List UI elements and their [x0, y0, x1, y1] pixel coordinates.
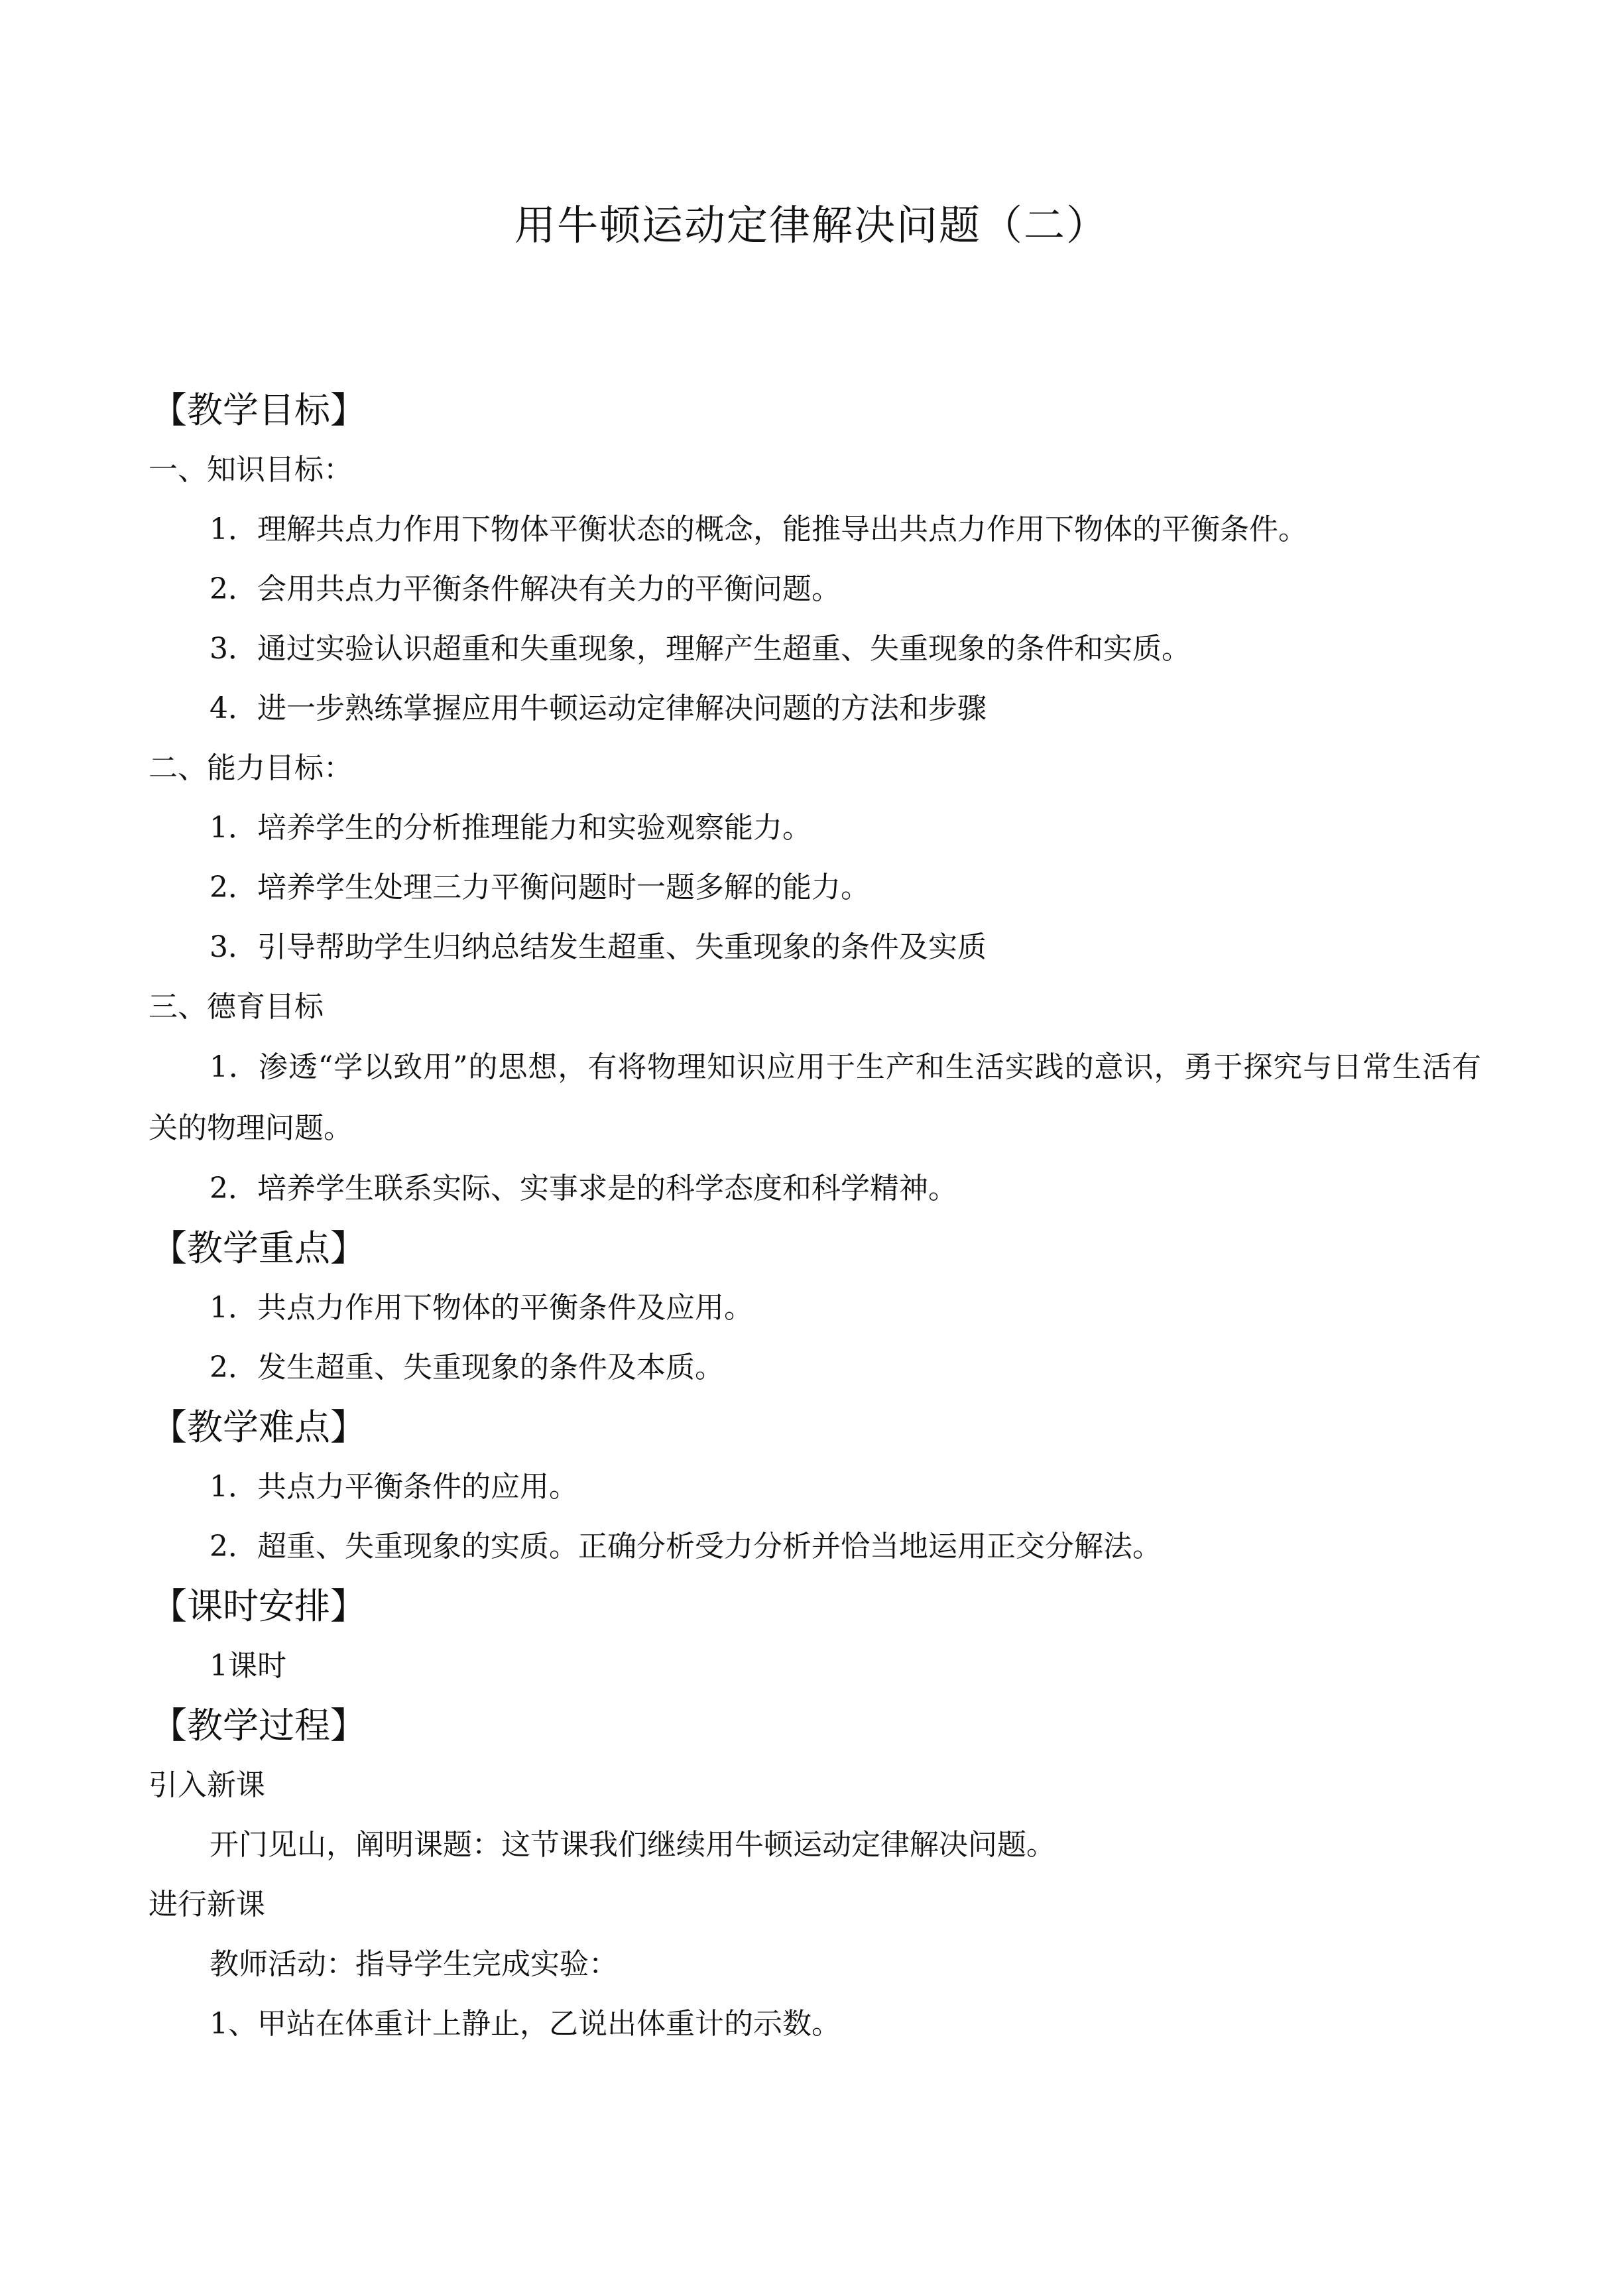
section-heading-process: 【教学过程】	[151, 1705, 366, 1746]
experiment-step: 1、甲站在体重计上静止，乙说出体重计的示数。	[210, 2007, 841, 2041]
list-item: 1．共点力平衡条件的应用。	[210, 1470, 578, 1504]
schedule-text: 1课时	[210, 1649, 286, 1683]
intro-label: 引入新课	[149, 1768, 265, 1802]
list-item: 2．培养学生联系实际、实事求是的科学态度和科学精神。	[210, 1172, 957, 1205]
section-heading-key-points: 【教学重点】	[151, 1227, 366, 1269]
section-heading-difficulties: 【教学难点】	[151, 1406, 366, 1448]
subsection-label-knowledge: 一、知识目标：	[149, 453, 353, 487]
list-item: 3．通过实验认识超重和失重现象，理解产生超重、失重现象的条件和实质。	[210, 632, 1191, 666]
list-item: 2．培养学生处理三力平衡问题时一题多解的能力。	[210, 871, 870, 904]
list-item: 1．理解共点力作用下物体平衡状态的概念，能推导出共点力作用下物体的平衡条件。	[210, 513, 1307, 546]
list-item: 1．渗透“学以致用”的思想，有将物理知识应用于生产和生活实践的意识，勇于探究与日常生活有关的物理问题。	[149, 1050, 1481, 1145]
new-lesson-label: 进行新课	[149, 1888, 265, 1921]
intro-text: 开门见山，阐明课题：这节课我们继续用牛顿运动定律解决问题。	[210, 1828, 1055, 1862]
list-item: 2．会用共点力平衡条件解决有关力的平衡问题。	[210, 572, 841, 606]
list-item: 1．共点力作用下物体的平衡条件及应用。	[210, 1291, 753, 1325]
list-item: 2．发生超重、失重现象的条件及本质。	[210, 1351, 724, 1384]
subsection-label-moral: 三、德育目标	[149, 990, 324, 1024]
section-heading-objectives: 【教学目标】	[151, 389, 366, 431]
list-item: 4．进一步熟练掌握应用牛顿运动定律解决问题的方法和步骤	[210, 692, 987, 725]
list-item: 1．培养学生的分析推理能力和实验观察能力。	[210, 811, 812, 845]
section-heading-schedule: 【课时安排】	[151, 1585, 366, 1627]
document-body	[149, 381, 1481, 2054]
document-title: 用牛顿运动定律解决问题（二）	[514, 201, 1109, 249]
list-item: 2．超重、失重现象的实质。正确分析受力分析并恰当地运用正交分解法。	[210, 1530, 1162, 1563]
list-item: 3．引导帮助学生归纳总结发生超重、失重现象的条件及实质	[210, 930, 987, 964]
subsection-label-ability: 二、能力目标：	[149, 751, 353, 785]
teacher-activity: 教师活动：指导学生完成实验：	[210, 1947, 618, 1981]
